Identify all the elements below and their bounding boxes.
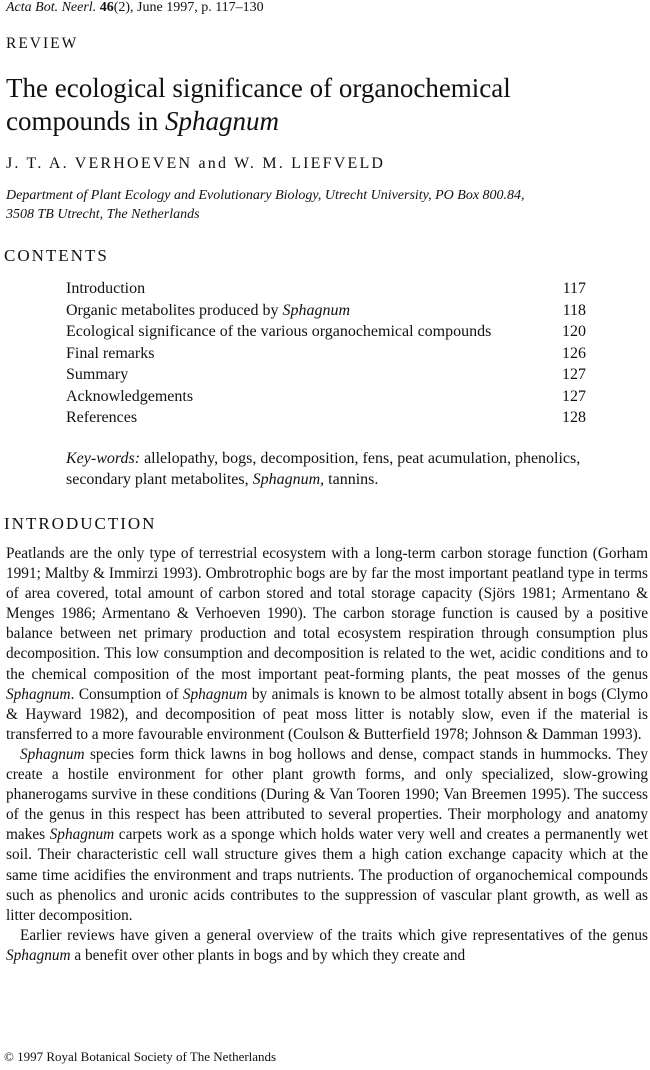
p2-genus-1: Sphagnum xyxy=(20,745,85,763)
toc-entry xyxy=(66,321,586,343)
journal-header xyxy=(6,0,264,16)
table-of-contents xyxy=(66,278,586,429)
copyright: © 1997 Royal Botanical Society of The Netherlands xyxy=(4,1049,277,1064)
toc-entry xyxy=(66,300,586,322)
article-type: REVIEW xyxy=(6,35,79,52)
p3-text-b: a benefit over other plants in bogs and by which they create and xyxy=(70,946,466,964)
toc-label-genus: Sphagnum xyxy=(282,301,351,319)
affiliation xyxy=(6,186,646,224)
journal-volume: 46 xyxy=(99,0,114,15)
paragraph-1 xyxy=(6,544,648,745)
toc-entry xyxy=(66,343,586,365)
p1-genus-1: Sphagnum xyxy=(6,685,71,703)
keywords-genus: Sphagnum xyxy=(252,471,321,488)
toc-label: References xyxy=(66,409,138,426)
paragraph-3 xyxy=(6,926,648,966)
toc-page: 128 xyxy=(562,409,586,426)
keywords-label: Key-words: xyxy=(66,450,141,467)
article-title xyxy=(6,72,646,138)
contents-heading: CONTENTS xyxy=(4,246,109,265)
affiliation-line-1: Department of Plant Ecology and Evolutionary Biology, Utrecht University, PO Box 800.84, xyxy=(6,188,525,203)
toc-page: 120 xyxy=(562,323,586,340)
title-line-1: The ecological significance of organochemical xyxy=(6,73,511,103)
toc-label xyxy=(66,300,350,322)
toc-entry xyxy=(66,278,586,300)
toc-label: Summary xyxy=(66,366,129,383)
toc-label: Acknowledgements xyxy=(66,387,194,405)
toc-page: 118 xyxy=(562,301,586,319)
affiliation-line-2: 3508 TB Utrecht, The Netherlands xyxy=(6,207,200,222)
journal-issue-pages: (2), June 1997, p. 117–130 xyxy=(113,0,264,15)
p3-text-a: Earlier reviews have given a general overview of the traits which give representatives of the genus xyxy=(20,926,648,944)
p1-text-a: Peatlands are the only type of terrestrial ecosystem with a long-term carbon storage function (Gorham 1991; Maltby & Immirzi 1993). Ombrotrophic bogs are by far the most important peatland type in terms of area covered, total amount of carbon stored and total storage capacity (Sjörs 1981; Armentano & Menges 1986; Armentano & Verhoeven 1990). The carbon storage function is caused by a positive balance between net primary production and total ecosystem respiration through consumption plus decomposition. This low consumption and decomposition is related to the wet, acidic conditions and to the chemical composition of the most important peat-forming plants, the peat mosses of the genus xyxy=(6,545,648,683)
authors: J. T. A. VERHOEVEN and W. M. LIEFVELD xyxy=(6,155,386,172)
toc-label: Introduction xyxy=(66,280,146,297)
p1-text-c: by animals is known to be almost totally absent in bogs (Clymo & Hayward 1982), and decomposition of peat moss litter is notably slow, even if the material is transferred to a more favourable environment (Coulson & Butterfield 1978; Johnson & Damman 1993). xyxy=(6,685,648,743)
title-line-2 xyxy=(6,105,646,138)
keywords-text-1: allelopathy, bogs, decomposition, fens, peat acumulation, phenolics, secondary plant metabolites, xyxy=(66,450,581,488)
toc-page: 126 xyxy=(562,344,586,362)
toc-entry xyxy=(66,364,586,386)
toc-page: 117 xyxy=(562,280,586,297)
toc-label: Final remarks xyxy=(66,344,155,362)
toc-label-text: Organic metabolites produced by xyxy=(66,301,283,319)
toc-label: Ecological significance of the various organochemical compounds xyxy=(66,323,492,340)
title-genus: Sphagnum xyxy=(165,106,279,136)
toc-entry xyxy=(66,407,586,429)
p2-text-a: species form thick lawns in bog hollows and dense, compact stands in hummocks. They create a hostile environment for other plant growth forms, and only specialized, slow-growing phanerogams survive in these conditions (During & Van Tooren 1990; Van Breemen 1995). The success of the genus in this respect has been attributed to several properties. Their morphology and anatomy makes xyxy=(6,745,648,844)
toc-entry xyxy=(66,386,586,408)
journal-name: Acta Bot. Neerl. xyxy=(6,0,97,15)
title-line-2-prefix: compounds in xyxy=(6,106,165,136)
p2-text-b: carpets work as a sponge which holds water very well and creates a permanently wet soil. Their characteristic cell wall structure gives them a high cation exchange capacity which at the same time acidifies the environment and traps nutrients. The production of organochemical compounds such as phenolics and uronic acids contributes to the suppression of vascular plant growth, as well as litter decomposition. xyxy=(6,826,649,924)
keywords-text-2: , tannins. xyxy=(320,471,379,488)
toc-page: 127 xyxy=(562,366,586,383)
p1-text-b: . Consumption of xyxy=(70,685,183,703)
paragraph-2 xyxy=(6,745,648,926)
introduction-body xyxy=(6,544,648,966)
p1-genus-2: Sphagnum xyxy=(182,685,248,703)
toc-page: 127 xyxy=(562,387,586,405)
keywords xyxy=(66,448,606,490)
p3-genus-1: Sphagnum xyxy=(6,946,71,964)
introduction-heading: INTRODUCTION xyxy=(4,514,157,533)
p2-genus-2: Sphagnum xyxy=(49,826,115,844)
